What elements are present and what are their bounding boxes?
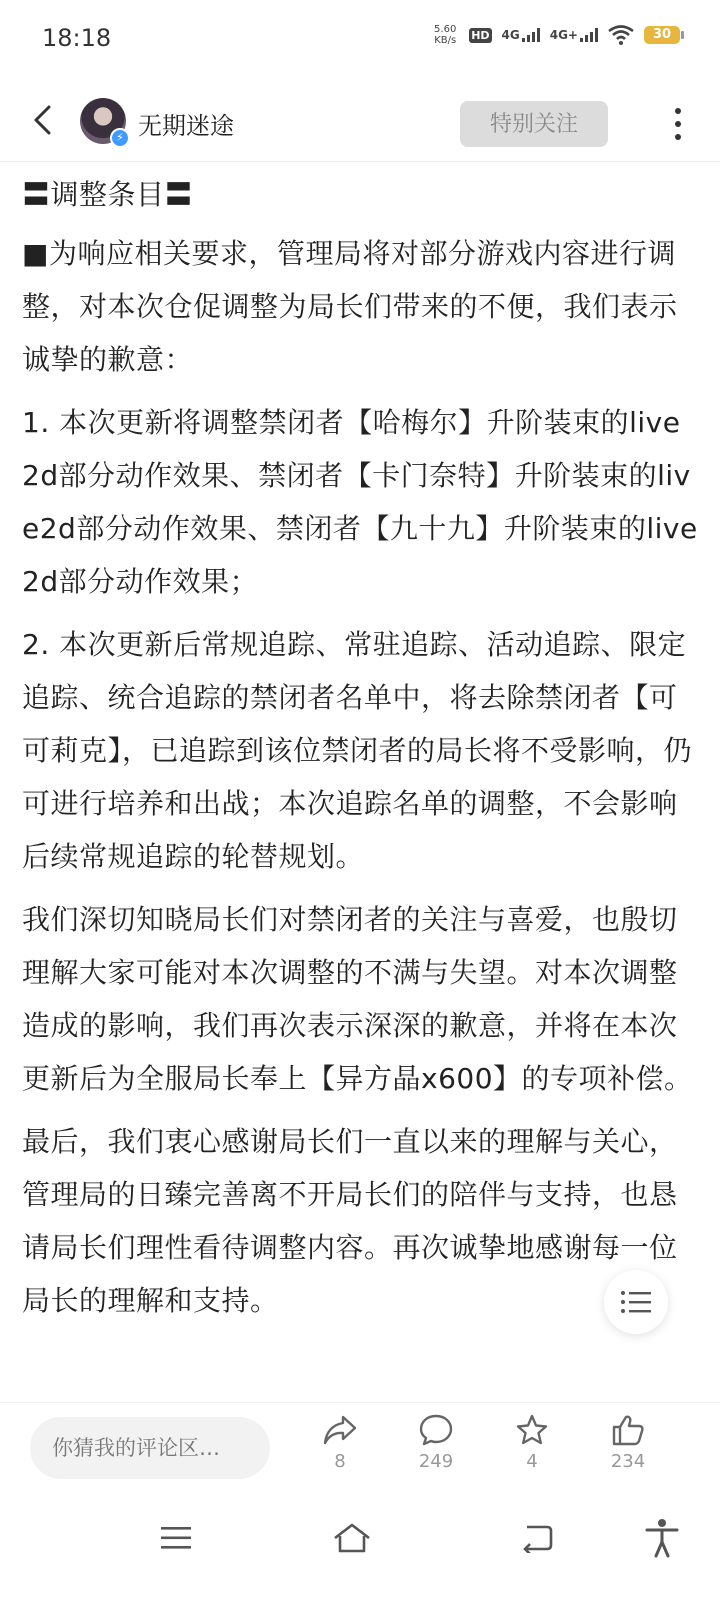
thumbs-up-icon [610,1413,646,1447]
article-paragraph: 最后，我们衷心感谢局长们一直以来的理解与关心，管理局的日臻完善离不开局长们的陪伴与支持，也恳请局长们理性看待调整内容。再次诚挚地感谢每一位局长的理解和支持。 [22,1125,678,1317]
share-count: 8 [334,1451,346,1472]
network-speed-unit: KB/s [434,35,457,46]
signal-bars-icon [580,28,598,42]
article-section-title: 〓调整条目〓 [22,178,194,211]
nav-menu-button[interactable] [146,1508,206,1568]
more-options-button[interactable] [666,104,690,144]
back-return-icon [521,1523,555,1553]
like-count: 234 [610,1451,646,1472]
comment-button[interactable] [396,1413,476,1472]
more-dot [675,134,681,140]
network-speed [431,24,459,46]
hd-voice-icon: HD [471,28,490,42]
like-button[interactable] [588,1413,668,1472]
article-paragraph: 我们深切知晓局长们对禁闭者的关注与喜爱，也殷切理解大家可能对本次调整的不满与失望。对本次调整造成的影响，我们再次表示深深的歉意，并将在本次更新后为全服局长奉上【异方晶x600】的专项补偿。 [22,903,693,1095]
favorite-count: 4 [526,1451,538,1472]
article-paragraph: 1. 本次更新将调整禁闭者【哈梅尔】升阶装束的live2d部分动作效果、禁闭者【卡门奈特】升阶装束的live2d部分动作效果、禁闭者【九十九】升阶装束的live2d部分动作效果； [22,406,698,598]
signal-bars-icon [522,28,540,42]
table-of-contents-button[interactable] [604,1270,668,1334]
star-icon [514,1413,550,1447]
article-body [22,168,698,1337]
cell-signal-2 [550,28,598,42]
home-icon [332,1522,372,1554]
more-vertical-icon [675,108,681,114]
author-avatar[interactable] [80,98,126,144]
comment-count: 249 [418,1451,454,1472]
verified-icon: ⚡ [110,128,130,148]
list-icon [620,1290,652,1314]
back-arrow-icon [30,104,54,136]
share-icon [322,1413,358,1447]
status-bar [0,0,720,80]
nav-home-button[interactable] [322,1508,382,1568]
back-button[interactable] [22,100,62,140]
post-action-bar [0,1402,720,1494]
special-follow-button[interactable]: 特别关注 [460,101,608,147]
author-name[interactable]: 无期迷途 [138,112,234,140]
share-button[interactable] [300,1413,380,1472]
cell-signal-2-label: 4G+ [549,28,578,42]
menu-icon [160,1525,192,1551]
status-time: 18:18 [42,24,112,52]
network-speed-value: 5.60 [434,24,457,35]
favorite-button[interactable] [492,1413,572,1472]
battery-icon: 30 [644,26,680,44]
article-paragraph: ■为响应相关要求，管理局将对部分游戏内容进行调整，对本次仓促调整为局长们带来的不便，我们表示诚挚的歉意： [22,237,678,376]
cell-signal-1-label: 4G [501,28,520,42]
system-navigation-bar [0,1494,720,1600]
nav-back-button[interactable] [508,1508,568,1568]
comment-bubble-icon [418,1413,454,1447]
cell-signal-1 [502,28,540,42]
status-icons [431,24,680,46]
nav-accessibility-button[interactable] [632,1508,692,1568]
wifi-icon [608,25,634,45]
article-paragraph: 2. 本次更新后常规追踪、常驻追踪、活动追踪、限定追踪、统合追踪的禁闭者名单中，将去除禁闭者【可可莉克】，已追踪到该位禁闭者的局长将不受影响，仍可进行培养和出战；本次追踪名单的调整，不会影响后续常规追踪的轮替规划。 [22,628,693,873]
comment-input[interactable] [30,1417,270,1479]
accessibility-icon [645,1518,679,1558]
more-dot [675,121,681,127]
post-header [0,80,720,162]
